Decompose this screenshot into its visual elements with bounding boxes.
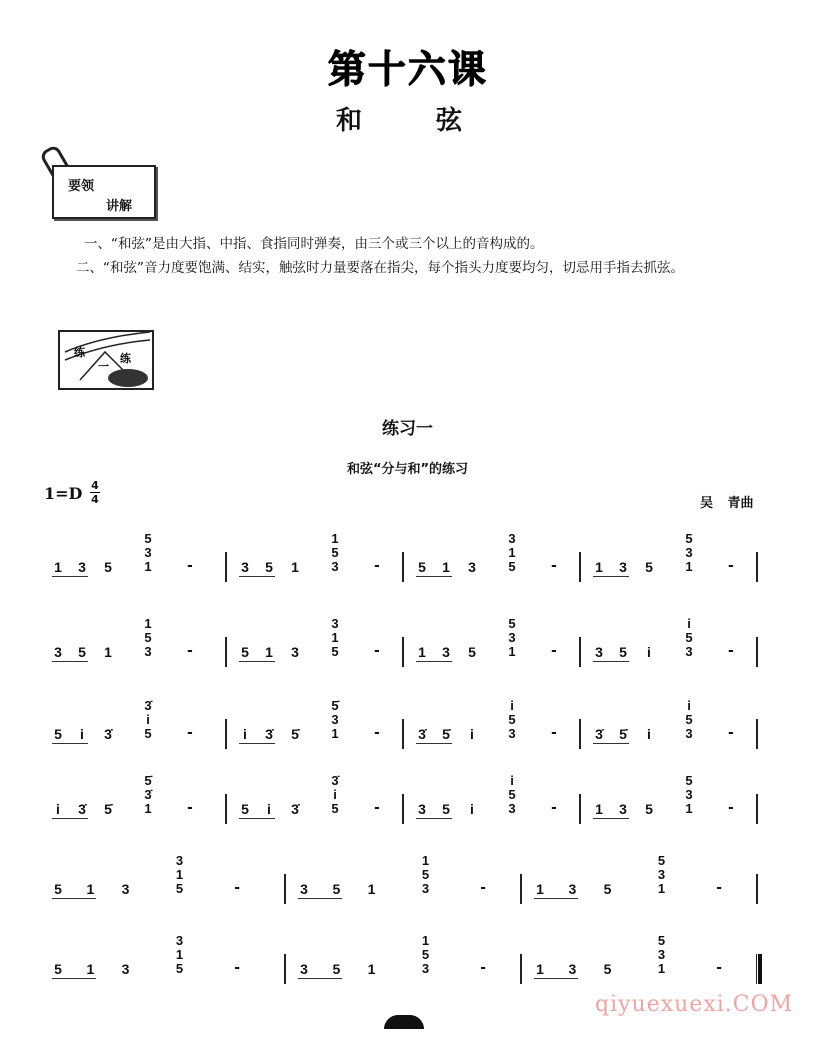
barline	[579, 552, 581, 582]
watermark: qiyuexuexi.COM	[595, 992, 794, 1017]
chord-note: i	[333, 787, 337, 802]
chord-note: 5	[508, 616, 516, 631]
chord-note: 5	[685, 630, 693, 645]
note: 5̇	[104, 801, 112, 817]
rest-dash: -	[234, 960, 241, 976]
note: 1	[86, 881, 95, 897]
eighth-underline	[239, 661, 275, 662]
chord-note: 3	[175, 933, 184, 948]
rest-dash: -	[728, 800, 734, 816]
chord-note: 5	[331, 644, 339, 659]
eighth-underline	[52, 818, 88, 819]
barline	[402, 794, 404, 824]
note: 5̇	[619, 726, 627, 742]
note: 5	[619, 644, 627, 660]
chord-note: 1	[144, 559, 152, 574]
rest-dash: -	[374, 643, 380, 659]
time-signature: 4 4	[91, 479, 99, 506]
barline	[225, 552, 227, 582]
barline	[225, 637, 227, 667]
eighth-underline	[534, 978, 578, 979]
note: 1	[595, 559, 603, 575]
note: 3	[300, 881, 308, 897]
chord-stack	[420, 934, 432, 976]
chord-note: 1	[508, 545, 516, 560]
chord-note: 1	[331, 726, 339, 741]
note: 1	[367, 881, 376, 897]
chord-note: 5	[685, 712, 693, 727]
practice-badge	[58, 330, 154, 390]
chord-note: 3	[508, 726, 516, 741]
svg-text:一: 一	[98, 360, 109, 373]
chord-note: 3̇	[144, 698, 152, 713]
barline	[284, 874, 286, 904]
chord-note: 5	[685, 531, 693, 546]
note: 3	[619, 801, 627, 817]
barline	[225, 794, 227, 824]
note: 1	[265, 644, 273, 660]
chord-note: 5	[331, 801, 339, 816]
chord-stack	[329, 699, 341, 741]
barline	[402, 637, 404, 667]
note: 5	[603, 961, 612, 977]
chord-note: 5̇	[144, 773, 152, 788]
chord-note: 1	[144, 801, 152, 816]
note: 3̇	[291, 801, 299, 817]
eighth-underline	[239, 576, 275, 577]
rest-dash: -	[187, 725, 193, 741]
chord-note: 5	[508, 559, 516, 574]
chord-note: 1	[657, 961, 666, 976]
rest-dash: -	[728, 558, 734, 574]
note: i	[470, 726, 474, 742]
lesson-title: 第十六课	[327, 46, 488, 91]
chord-stack	[142, 532, 154, 574]
chord-note: 1	[685, 559, 693, 574]
chord-note: 3	[144, 545, 152, 560]
barline	[756, 794, 758, 824]
chord-stack	[174, 854, 186, 896]
note: 1	[367, 961, 376, 977]
chord-note: 5	[685, 773, 693, 788]
chord-note: 1	[421, 853, 430, 868]
eighth-underline	[239, 743, 275, 744]
key-signature: 1=D	[44, 484, 83, 503]
lesson-subtitle-left: 和	[336, 106, 363, 136]
note: 3	[300, 961, 308, 977]
chord-note: 1	[331, 531, 339, 546]
eighth-underline	[593, 661, 629, 662]
chord-note: 5̇	[331, 698, 339, 713]
chord-note: 3	[657, 867, 666, 882]
chord-stack	[142, 699, 154, 741]
page-number-mark	[384, 1015, 424, 1029]
eighth-underline	[52, 978, 96, 979]
note: i	[647, 644, 651, 660]
note: i	[470, 801, 474, 817]
chord-note: 3̇	[144, 787, 152, 802]
eighth-underline	[416, 818, 452, 819]
note: 5	[241, 644, 249, 660]
rest-dash: -	[551, 558, 557, 574]
eighth-underline	[416, 743, 452, 744]
chord-note: 3	[685, 726, 693, 741]
chord-note: i	[687, 698, 691, 713]
svg-text:练: 练	[120, 352, 131, 365]
chord-note: i	[146, 712, 150, 727]
chord-stack	[506, 699, 518, 741]
note: 5	[442, 801, 450, 817]
eighth-underline	[52, 661, 88, 662]
note: 3	[241, 559, 249, 575]
note: 5	[54, 961, 62, 977]
note: 3	[595, 644, 603, 660]
note: 5	[104, 559, 112, 575]
barline	[284, 954, 286, 984]
barline	[756, 552, 758, 582]
chord-stack	[683, 617, 695, 659]
eighth-underline	[416, 576, 452, 577]
note: 3	[121, 881, 130, 897]
barline	[756, 954, 762, 984]
eighth-underline	[593, 743, 629, 744]
chord-note: 1	[175, 867, 184, 882]
note: 1	[54, 559, 62, 575]
chord-note: 3	[685, 787, 693, 802]
barline	[756, 874, 758, 904]
barline	[402, 719, 404, 749]
note: 3	[568, 881, 577, 897]
note: 3̇	[595, 726, 603, 742]
chord-stack	[174, 934, 186, 976]
rest-dash: -	[551, 800, 557, 816]
chord-note: 5	[175, 881, 184, 896]
chord-note: 3	[508, 801, 516, 816]
chord-note: 5	[508, 787, 516, 802]
chord-note: 3	[331, 712, 339, 727]
chord-stack	[142, 774, 154, 816]
note: i	[267, 801, 271, 817]
exercise-subtitle: 和弦“分与和”的练习	[346, 462, 469, 477]
eighth-underline	[52, 576, 88, 577]
note: 5	[645, 559, 653, 575]
chord-note: i	[687, 616, 691, 631]
note: 1	[291, 559, 299, 575]
note: 3	[54, 644, 62, 660]
chord-stack	[329, 617, 341, 659]
note: 5̇	[291, 726, 299, 742]
rest-dash: -	[374, 558, 380, 574]
chord-stack	[506, 532, 518, 574]
note: 5̇	[442, 726, 450, 742]
eighth-underline	[298, 978, 342, 979]
chord-note: 1	[144, 616, 152, 631]
rest-dash: -	[234, 880, 241, 896]
chord-note: 3	[508, 531, 516, 546]
barline	[579, 637, 581, 667]
note: 1	[418, 644, 426, 660]
barline	[756, 637, 758, 667]
rest-dash: -	[551, 725, 557, 741]
rest-dash: -	[374, 725, 380, 741]
lesson-subtitle-right: 弦	[436, 106, 463, 136]
note: 5	[54, 881, 62, 897]
chord-note: 3	[421, 881, 430, 896]
note: 3̇	[104, 726, 112, 742]
chord-stack	[420, 854, 432, 896]
note: i	[56, 801, 60, 817]
eighth-underline	[534, 898, 578, 899]
note: 3̇	[265, 726, 273, 742]
note: 3	[468, 559, 476, 575]
exercise-title: 练习一	[382, 419, 433, 439]
svg-text:练: 练	[74, 346, 85, 359]
rest-dash: -	[480, 880, 487, 896]
barline	[579, 794, 581, 824]
eighth-underline	[416, 661, 452, 662]
note: 5	[241, 801, 249, 817]
eighth-underline	[52, 898, 96, 899]
note: 5	[54, 726, 62, 742]
chord-note: 3	[331, 616, 339, 631]
explanation-paragraph-1: 一、“和弦”是由大指、中指、食指同时弹奏，由三个或三个以上的音构成的。	[84, 236, 544, 252]
rest-dash: -	[187, 558, 193, 574]
explanation-paragraph-2: 二、“和弦”音力度要饱满、结实，触弦时力量要落在指尖，每个指头力度要均匀，切忌用手指去抓弦。	[76, 260, 684, 276]
rest-dash: -	[374, 800, 380, 816]
note: 5	[265, 559, 273, 575]
chord-note: 1	[331, 630, 339, 645]
rest-dash: -	[728, 643, 734, 659]
chord-note: i	[510, 773, 514, 788]
barline	[520, 954, 522, 984]
note: 5	[468, 644, 476, 660]
note: 3	[418, 801, 426, 817]
note: 1	[536, 961, 544, 977]
rest-dash: -	[480, 960, 487, 976]
badge-line-2: 讲解	[106, 199, 133, 214]
badge-line-1: 要领	[68, 179, 95, 194]
chord-note: 3	[331, 559, 339, 574]
barline	[402, 552, 404, 582]
rest-dash: -	[187, 800, 193, 816]
chord-stack	[656, 854, 668, 896]
rest-dash: -	[551, 643, 557, 659]
chord-note: 3	[144, 644, 152, 659]
note: 5	[78, 644, 86, 660]
chord-note: 5	[421, 947, 430, 962]
chord-note: 5	[144, 630, 152, 645]
note: 3	[568, 961, 577, 977]
eighth-underline	[593, 818, 629, 819]
chord-stack	[683, 532, 695, 574]
chord-note: 1	[657, 881, 666, 896]
eighth-underline	[593, 576, 629, 577]
chord-note: 1	[685, 801, 693, 816]
note: 3	[442, 644, 450, 660]
chord-note: 1	[175, 947, 184, 962]
chord-note: 5	[144, 531, 152, 546]
chord-note: 5	[657, 933, 666, 948]
chord-note: 5	[331, 545, 339, 560]
chord-stack	[329, 774, 341, 816]
chord-note: 5	[175, 961, 184, 976]
note: 3	[78, 559, 86, 575]
note: 5	[418, 559, 426, 575]
composer: 吴 青曲	[700, 496, 754, 511]
note: i	[80, 726, 84, 742]
chord-stack	[506, 617, 518, 659]
chord-note: 3	[685, 644, 693, 659]
note: 3	[291, 644, 299, 660]
barline	[520, 874, 522, 904]
chord-note: 3	[657, 947, 666, 962]
barline	[225, 719, 227, 749]
note: 5	[332, 961, 341, 977]
note: 5	[603, 881, 612, 897]
chord-note: 3	[421, 961, 430, 976]
note: 5	[645, 801, 653, 817]
key-points-badge	[52, 165, 156, 219]
note: i	[243, 726, 247, 742]
chord-note: i	[510, 698, 514, 713]
note: 3	[121, 961, 130, 977]
chord-note: 1	[421, 933, 430, 948]
chord-stack	[506, 774, 518, 816]
note: 3	[619, 559, 627, 575]
practice-illustration-icon	[60, 332, 152, 388]
chord-stack	[329, 532, 341, 574]
note: 1	[104, 644, 112, 660]
chord-note: 5	[657, 853, 666, 868]
chord-note: 5	[421, 867, 430, 882]
barline	[579, 719, 581, 749]
eighth-underline	[298, 898, 342, 899]
chord-note: 3	[685, 545, 693, 560]
chord-note: 3	[508, 630, 516, 645]
rest-dash: -	[716, 880, 723, 896]
note: 1	[442, 559, 450, 575]
note: 5	[332, 881, 341, 897]
chord-stack	[683, 774, 695, 816]
chord-stack	[656, 934, 668, 976]
note: 1	[595, 801, 603, 817]
rest-dash: -	[716, 960, 723, 976]
chord-note: 1	[508, 644, 516, 659]
eighth-underline	[52, 743, 88, 744]
chord-note: 5	[144, 726, 152, 741]
rest-dash: -	[187, 643, 193, 659]
note: 1	[86, 961, 95, 977]
chord-stack	[142, 617, 154, 659]
eighth-underline	[239, 818, 275, 819]
barline	[756, 719, 758, 749]
note: 3̇	[78, 801, 86, 817]
note: 1	[536, 881, 544, 897]
chord-note: 3̇	[331, 773, 339, 788]
rest-dash: -	[728, 725, 734, 741]
note: 3̇	[418, 726, 426, 742]
chord-note: 5	[508, 712, 516, 727]
chord-stack	[683, 699, 695, 741]
note: i	[647, 726, 651, 742]
chord-note: 3	[175, 853, 184, 868]
